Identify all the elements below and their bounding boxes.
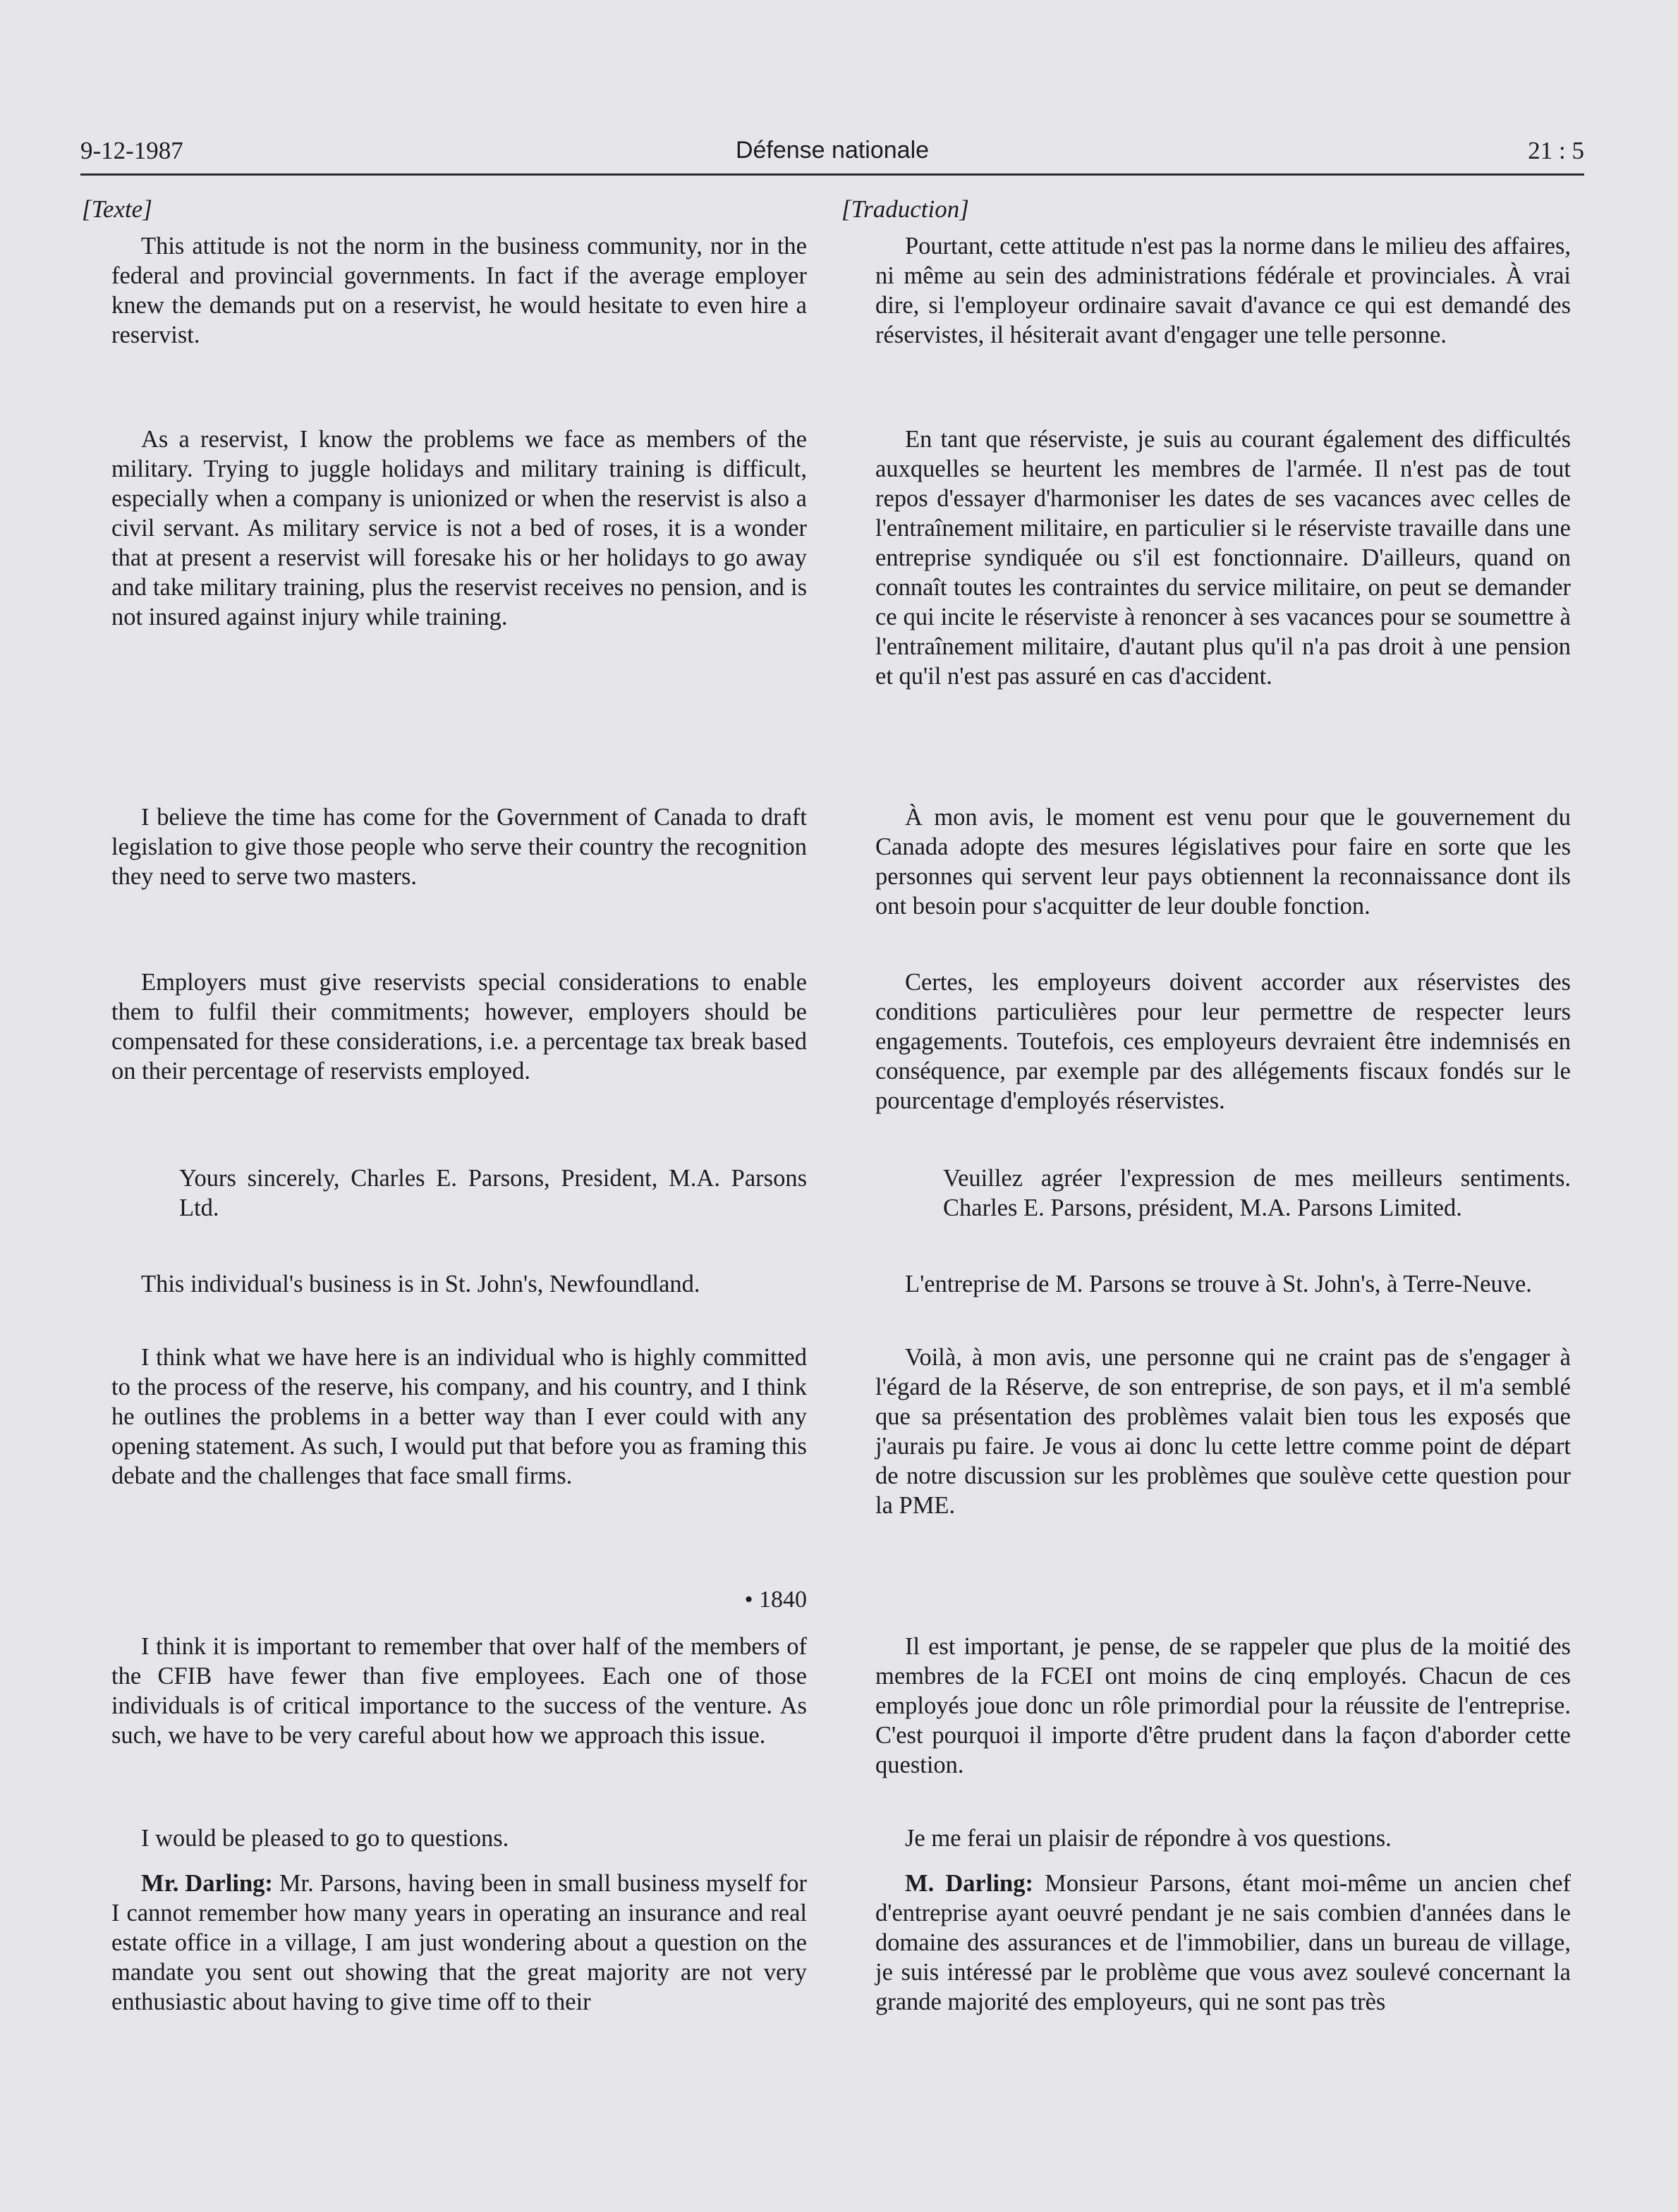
english-paragraph-2: As a reservist, I know the problems we face as members of the military. Trying to juggle holidays and military training is difficult, especially when a company is unionized or when the reservist is also a civil servant. As military service is not a bed of roses, it is a wonder that at present a reservist will foresake his or her holidays to go away and take military training, plus the reservist receives no pension, and is not insured against injury while training. [111,426,807,630]
english-paragraph-7: I think it is important to remember that over half of the members of the CFIB have fewer than five employees. Each one of those individuals is of critical importance to the success of the venture. As such, we have to be very careful about how we approach this issue. [111,1633,807,1749]
text-label: [Texte] [82,195,152,223]
header-page-number: 21 : 5 [1528,137,1584,164]
french-paragraph-7: Il est important, je pense, de se rappeler que plus de la moitié des membres de la FCEI ont moins de cinq employés. Chacun de ces employés joue donc un rôle primordial pour la réussite de l'entreprise. C'est pourquoi il importe d'être prudent dans la façon d'aborder cette question. [875,1633,1571,1778]
french-paragraph-2: En tant que réserviste, je suis au courant également des difficultés auxquelles se heurtent les membres de l'armée. Il n'est pas de tout repos d'essayer d'harmoniser les dates de ses vacances avec celles de l'entraînement militaire, en particulier si le réserviste travaille dans une entreprise syndiquée ou s'il est fonctionnaire. D'ailleurs, quand on connaît toutes les contraintes du service militaire, on peut se demander ce qui incite le réserviste à renoncer à ses vacances pour se soumettre à l'entraînement militaire, d'autant plus qu'il n'a pas droit à une pension et qu'il n'est pas assuré en cas d'accident. [875,426,1571,690]
french-paragraph-6: Voilà, à mon avis, une personne qui ne craint pas de s'engager à l'égard de la Réserve, de son entreprise, de son pays, et il m'a semblé que sa présentation des problèmes valait bien tous les exposés que j'aurais pu faire. Je vous ai donc lu cette lettre comme point de départ de notre discussion sur les problèmes que soulève cette question pour la PME. [875,1344,1571,1519]
english-signature: Yours sincerely, Charles E. Parsons, President, M.A. Parsons Ltd. [179,1165,807,1221]
header-title: Défense nationale [735,137,930,164]
english-paragraph-8: I would be pleased to go to questions. [141,1825,509,1852]
page-header [80,134,1584,176]
english-speaker: Mr. Darling: [141,1870,273,1897]
english-paragraph-3: I believe the time has come for the Government of Canada to draft legislation to give those people who serve their country the recognition they need to serve two masters. [111,804,807,890]
english-paragraph-6: I think what we have here is an individual who is highly committed to the process of the reserve, his company, and his country, and I think he outlines the problems in a better way than I ever could with any opening statement. As such, I would put that before you as framing this debate and the challenges that face small firms. [111,1344,807,1489]
french-paragraph-4: Certes, les employeurs doivent accorder aux réservistes des conditions particulières pour leur permettre de respecter leurs engagements. Toutefois, ces employeurs devraient être indemnisés en conséquence, par exemple par des allégements fiscaux fondés sur le pourcentage d'employés réservistes. [875,969,1571,1114]
french-paragraph-9 [875,1869,1571,2017]
french-paragraph-1: Pourtant, cette attitude n'est pas la norme dans le milieu des affaires, ni même au sein des administrations fédérale et provinciales. À vrai dire, si l'employeur ordinaire savait d'avance ce qui est demandé des réservistes, il hésiterait avant d'engager une telle personne. [875,233,1571,348]
time-marker: • 1840 [744,1587,807,1613]
french-speaker: M. Darling: [905,1870,1033,1897]
french-paragraph-3: À mon avis, le moment est venu pour que le gouvernement du Canada adopte des mesures législatives pour faire en sorte que les personnes qui servent leur pays obtiennent la reconnaissance dont ils ont besoin pour s'acquitter de leur double fonction. [875,804,1571,919]
english-paragraph-1: This attitude is not the norm in the business community, nor in the federal and provincial governments. In fact if the average employer knew the demands put on a reservist, he would hesitate to even hire a reservist. [111,233,807,348]
french-speech: Monsieur Parsons, étant moi-même un ancien chef d'entreprise ayant oeuvré pendant je ne sais combien d'années dans le domaine des assurances et de l'immobilier, dans un bureau de village, je suis intéressé par le problème que vous avez soulevé concernant la grande majorité des employeurs, qui ne sont pas très [875,1870,1571,2015]
french-signature: Veuillez agréer l'expression de mes meilleurs sentiments. Charles E. Parsons, président, M.A. Parsons Limited. [943,1165,1571,1221]
english-paragraph-5: This individual's business is in St. John's, Newfoundland. [141,1271,700,1297]
english-paragraph-9 [111,1869,807,2017]
english-paragraph-4: Employers must give reservists special considerations to enable them to fulfil their commitments; however, employers should be compensated for these considerations, i.e. a percentage tax break based on their percentage of reservists employed. [111,969,807,1084]
translation-label: [Traduction] [841,195,969,223]
english-speech: Mr. Parsons, having been in small business myself for I cannot remember how many years in operating an insurance and real estate office in a village, I am just wondering about a question on the mandate you sent out showing that the great majority are not very enthusiastic about having to give time off to their [111,1870,807,2015]
french-paragraph-8: Je me ferai un plaisir de répondre à vos questions. [905,1825,1392,1852]
header-date: 9-12-1987 [80,137,183,164]
french-paragraph-5: L'entreprise de M. Parsons se trouve à St. John's, à Terre-Neuve. [905,1271,1532,1297]
